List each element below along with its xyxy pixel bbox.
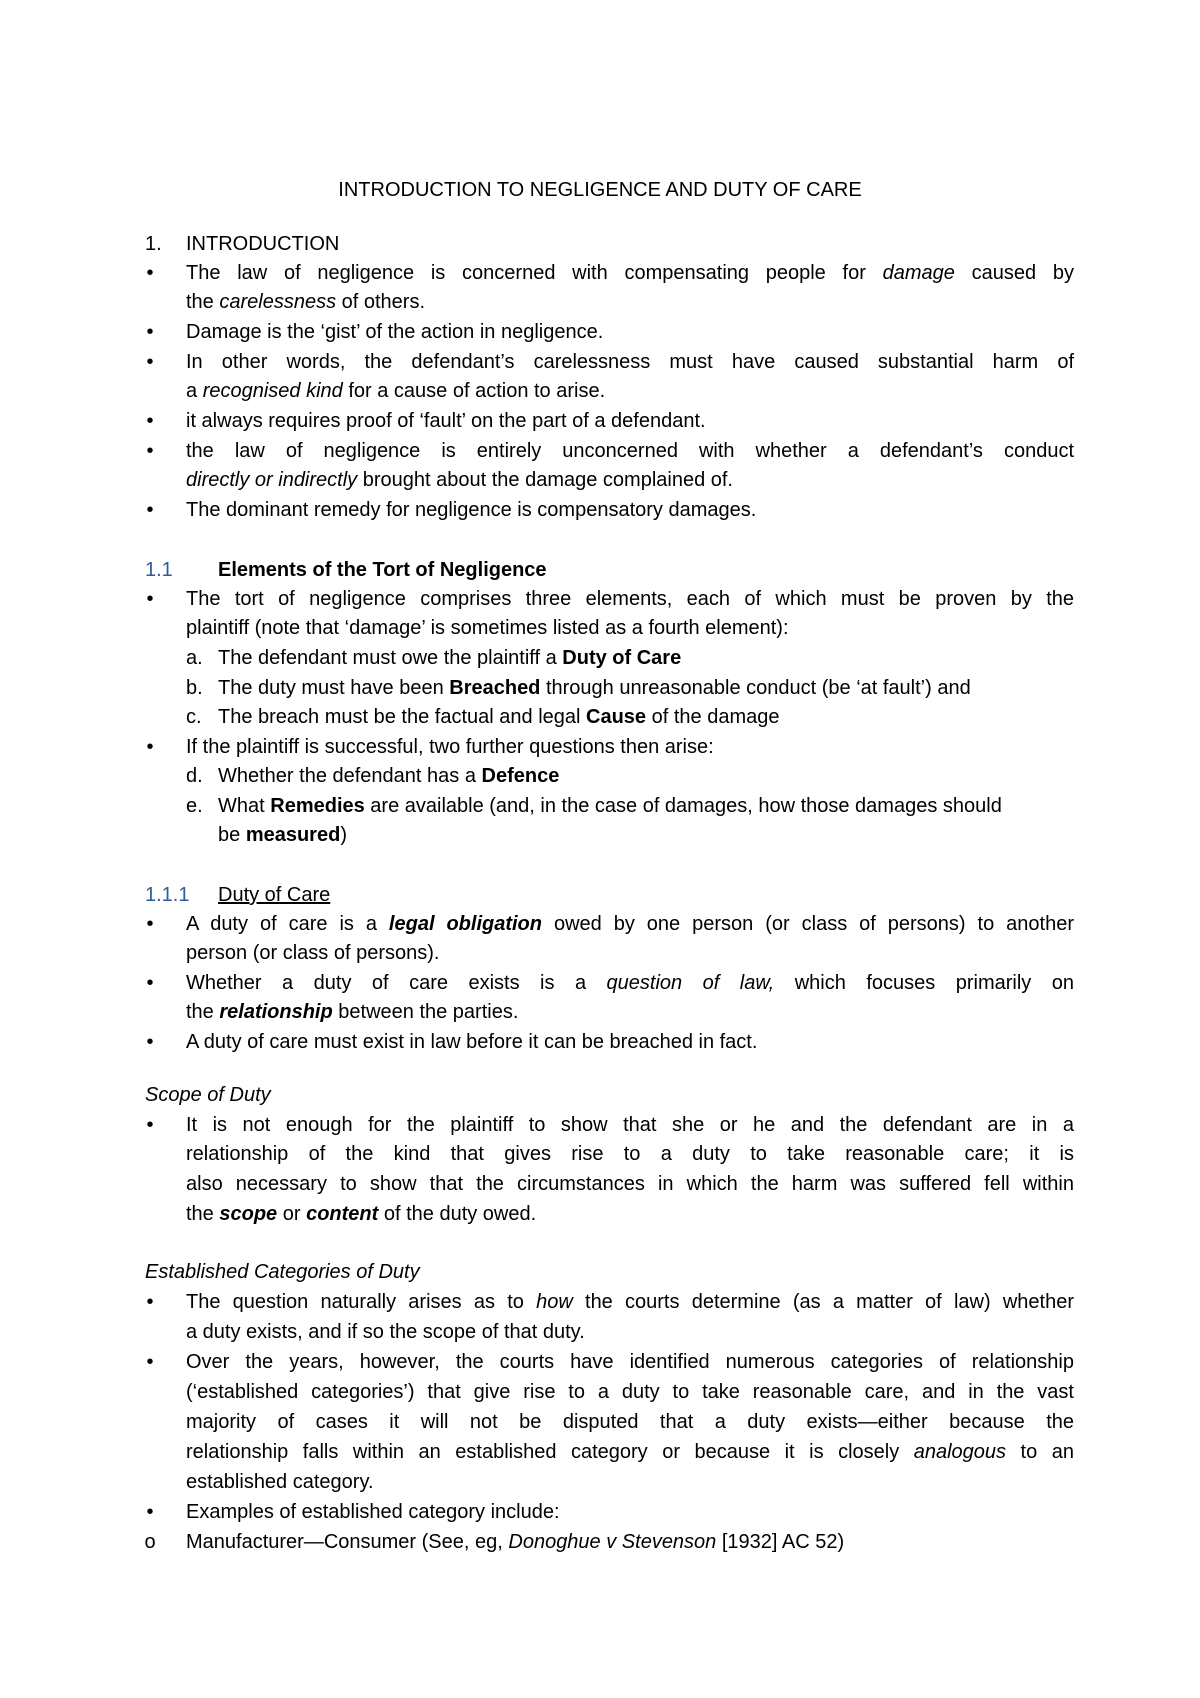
list-item: it always requires proof of ‘fault’ on the part of a defendant. bbox=[186, 410, 706, 432]
sub-item: The breach must be the factual and legal Cause of the damage bbox=[218, 706, 780, 728]
bullet-icon: • bbox=[146, 440, 154, 462]
bullet-icon: • bbox=[146, 1351, 154, 1373]
bullet-icon: • bbox=[146, 262, 154, 284]
section-heading: Duty of Care bbox=[218, 884, 331, 906]
list-item-continuation: plaintiff (note that ‘damage’ is sometimes listed as a fourth element): bbox=[186, 617, 789, 639]
sub-item: What Remedies are available (and, in the case of damages, how those damages should bbox=[218, 795, 1002, 817]
sub-item: The defendant must owe the plaintiff a Duty of Care bbox=[218, 647, 682, 669]
bullet-icon: • bbox=[146, 1031, 154, 1053]
bullet-icon: • bbox=[146, 972, 154, 994]
sub-item-label: b. bbox=[186, 677, 203, 699]
list-item-continuation: established category. bbox=[186, 1471, 374, 1493]
list-item: Damage is the ‘gist’ of the action in negligence. bbox=[186, 321, 604, 343]
sub-item: The duty must have been Breached through unreasonable conduct (be ‘at fault’) and bbox=[218, 677, 971, 699]
list-item-continuation: a recognised kind for a cause of action to arise. bbox=[186, 380, 606, 402]
document-title: INTRODUCTION TO NEGLIGENCE AND DUTY OF CARE bbox=[338, 179, 862, 201]
list-item: A duty of care is a legal obligation owed by one person (or class of persons) to another bbox=[186, 913, 1075, 935]
sub-item-label: c. bbox=[186, 706, 202, 728]
sub-item-label: a. bbox=[186, 647, 203, 669]
list-item-continuation: person (or class of persons). bbox=[186, 942, 440, 964]
bullet-icon: • bbox=[146, 499, 154, 521]
list-item: In other words, the defendant’s carelessness must have caused substantial harm of bbox=[186, 351, 1074, 373]
list-item: Whether a duty of care exists is a question of law, which focuses primarily on bbox=[186, 972, 1074, 994]
section-number: 1. bbox=[145, 233, 162, 255]
list-item: It is not enough for the plaintiff to show that she or he and the defendant are in a bbox=[186, 1114, 1074, 1136]
sub-item: Whether the defendant has a Defence bbox=[218, 765, 560, 787]
bullet-icon: • bbox=[146, 1291, 154, 1313]
list-item: The question naturally arises as to how the courts determine (as a matter of law) whether bbox=[186, 1291, 1074, 1313]
subheading: Scope of Duty bbox=[145, 1084, 271, 1106]
list-item-continuation: majority of cases it will not be disputed that a duty exists—either because the bbox=[186, 1411, 1074, 1433]
bullet-icon: • bbox=[146, 410, 154, 432]
section-number: 1.1.1 bbox=[145, 884, 190, 906]
list-item-continuation: relationship of the kind that gives rise to a duty to take reasonable care; it is bbox=[186, 1143, 1074, 1165]
list-item-continuation: directly or indirectly brought about the damage complained of. bbox=[186, 469, 733, 491]
list-item-continuation: the carelessness of others. bbox=[186, 291, 426, 313]
list-item-continuation: also necessary to show that the circumstances in which the harm was suffered fell within bbox=[186, 1173, 1074, 1195]
list-item-continuation: a duty exists, and if so the scope of that duty. bbox=[186, 1321, 585, 1343]
list-item: The dominant remedy for negligence is compensatory damages. bbox=[186, 499, 757, 521]
bullet-icon: • bbox=[146, 321, 154, 343]
bullet-icon: • bbox=[146, 736, 154, 758]
list-item: the law of negligence is entirely unconcerned with whether a defendant’s conduct bbox=[186, 440, 1074, 462]
bullet-icon: • bbox=[146, 588, 154, 610]
bullet-icon: • bbox=[146, 1114, 154, 1136]
list-item-continuation: the scope or content of the duty owed. bbox=[186, 1203, 537, 1225]
bullet-icon: • bbox=[146, 351, 154, 373]
list-item: The law of negligence is concerned with compensating people for damage caused by bbox=[186, 262, 1074, 284]
section-number: 1.1 bbox=[145, 559, 173, 581]
list-item-continuation: the relationship between the parties. bbox=[186, 1001, 519, 1023]
list-item: Examples of established category include: bbox=[186, 1501, 560, 1523]
list-item: Over the years, however, the courts have identified numerous categories of relationship bbox=[186, 1351, 1074, 1373]
sub-item-continuation: be measured) bbox=[218, 824, 347, 846]
sub-item-label: d. bbox=[186, 765, 203, 787]
list-item: A duty of care must exist in law before it can be breached in fact. bbox=[186, 1031, 758, 1053]
bullet-icon: • bbox=[146, 913, 154, 935]
bullet-icon: • bbox=[146, 1501, 154, 1523]
list-item: If the plaintiff is successful, two further questions then arise: bbox=[186, 736, 714, 758]
subheading: Established Categories of Duty bbox=[145, 1261, 420, 1283]
list-item-continuation: relationship falls within an established category or because it is closely analogous to an bbox=[186, 1441, 1074, 1463]
list-item: Manufacturer—Consumer (See, eg, Donoghue v Stevenson [1932] AC 52) bbox=[186, 1531, 845, 1553]
section-heading: INTRODUCTION bbox=[186, 233, 340, 255]
circle-bullet-icon: o bbox=[144, 1531, 156, 1553]
sub-item-label: e. bbox=[186, 795, 203, 817]
section-heading: Elements of the Tort of Negligence bbox=[218, 559, 547, 581]
list-item-continuation: (‘established categories’) that give rise to a duty to take reasonable care, and in the vast bbox=[186, 1381, 1074, 1403]
list-item: The tort of negligence comprises three elements, each of which must be proven by the bbox=[186, 588, 1074, 610]
